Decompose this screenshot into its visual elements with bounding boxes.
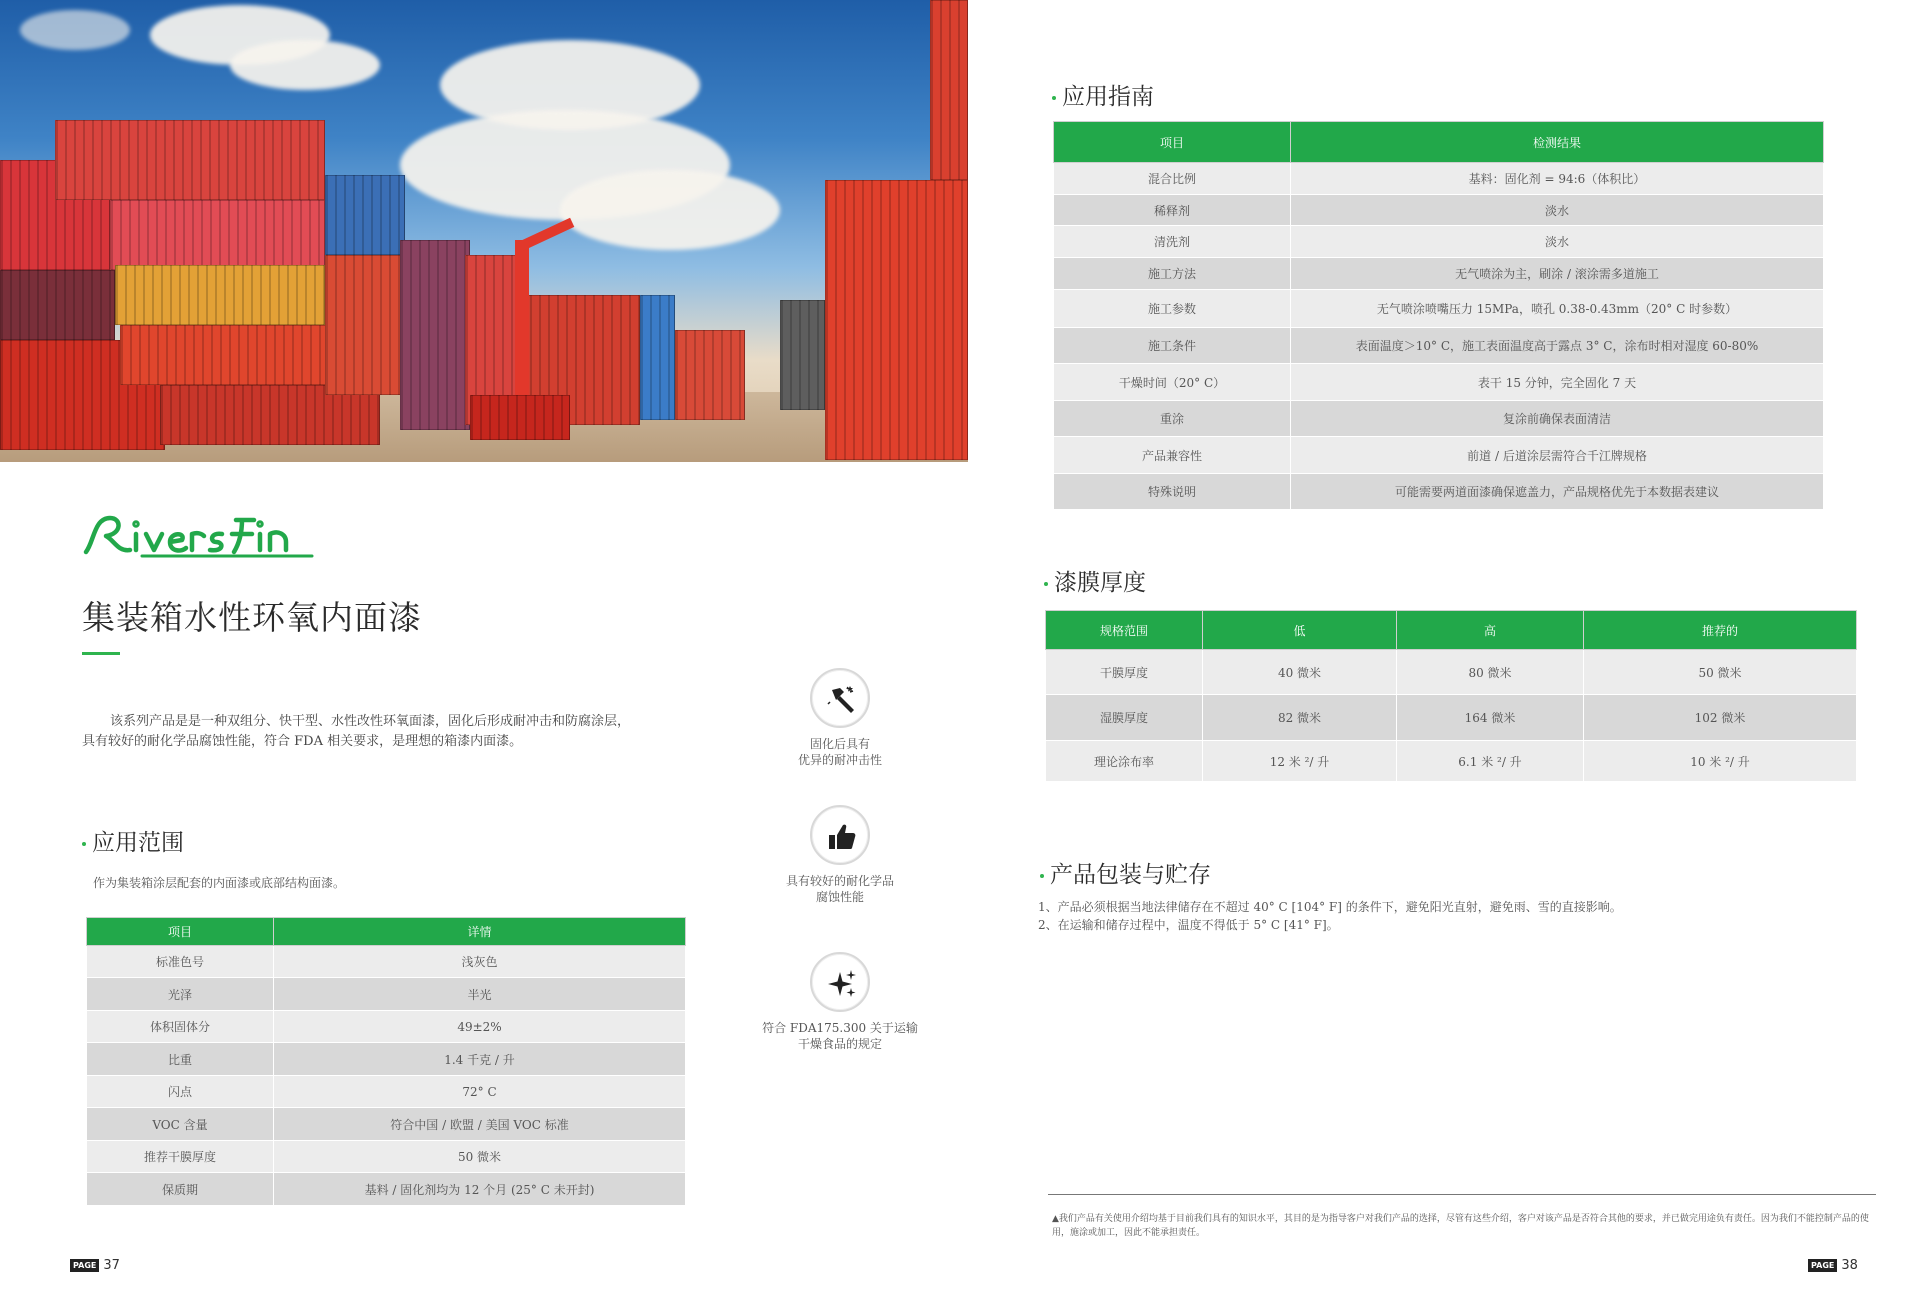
scope-subtitle: 作为集装箱涂层配套的内面漆或底部结构面漆。 [93, 876, 346, 890]
guide-cell-value: 复涂前确保表面清洁 [1291, 401, 1824, 437]
scope-cell-value: 50 微米 [274, 1141, 686, 1173]
disclaimer: ▲我们产品有关使用介绍均基于目前我们具有的知识水平，其目的是为指导客户对我们产品的选择，尽管有这些介绍，客户对该产品是否符合其他的要求，并已做完用途负有责任。因为我们不能控制产品的使用，施涂或加工，因此不能承担责任。 [1052, 1214, 1869, 1238]
thickness-cell-high: 80 微米 [1397, 650, 1584, 695]
table-row [1054, 195, 1824, 226]
guide-cell-label: 产品兼容性 [1054, 437, 1291, 474]
thumbs-up-icon [810, 805, 870, 865]
scope-cell-label: 比重 [87, 1043, 274, 1076]
thickness-cell-recommended: 10 米 ²/ 升 [1584, 741, 1857, 782]
scope-cell-value: 符合中国 / 欧盟 / 美国 VOC 标准 [274, 1108, 686, 1141]
table-row [1054, 437, 1824, 474]
table-row [87, 946, 686, 978]
thickness-cell-label: 湿膜厚度 [1046, 695, 1203, 741]
hero-image-container-port [0, 0, 968, 462]
scope-cell-value: 浅灰色 [274, 946, 686, 978]
guide-cell-value: 淡水 [1291, 195, 1824, 226]
guide-cell-value: 表干 15 分钟，完全固化 7 天 [1291, 364, 1824, 401]
title-accent-rule [82, 652, 120, 655]
guide-header-item: 项目 [1054, 122, 1291, 163]
feature-fda-line2: 干燥食品的规定 [797, 1037, 882, 1051]
thickness-cell-high: 164 微米 [1397, 695, 1584, 741]
storage-line-2: 2、在运输和储存过程中，温度不得低于 5° C [41° F]。 [1038, 918, 1339, 932]
feature-fda-line1: 符合 FDA175.300 关于运输 [762, 1021, 918, 1035]
hammer-icon [810, 668, 870, 728]
thickness-header-recommended: 推荐的 [1584, 611, 1857, 650]
table-row [87, 1173, 686, 1206]
scope-cell-value: 基料 / 固化剂均为 12 个月 (25° C 未开封) [274, 1173, 686, 1206]
scope-cell-value: 72° C [274, 1076, 686, 1108]
thickness-cell-label: 干膜厚度 [1046, 650, 1203, 695]
page-label: PAGE [1808, 1259, 1837, 1272]
storage-notes [1038, 898, 1622, 934]
page-label: PAGE [70, 1259, 99, 1272]
scope-cell-value: 半光 [274, 978, 686, 1011]
section-heading-scope: 应用范围 [82, 824, 184, 857]
guide-cell-label: 重涂 [1054, 401, 1291, 437]
thickness-cell-low: 12 米 ²/ 升 [1203, 741, 1397, 782]
feature-chemical-line1: 具有较好的耐化学品 [785, 874, 894, 888]
guide-cell-value: 前道 / 后道涂层需符合千江牌规格 [1291, 437, 1824, 474]
feature-chemical [755, 805, 925, 905]
table-row [1054, 226, 1824, 258]
scope-cell-label: 标准色号 [87, 946, 274, 978]
section-heading-guide: 应用指南 [1052, 78, 1154, 111]
thickness-cell-low: 82 微米 [1203, 695, 1397, 741]
guide-cell-value: 基料：固化剂 = 94:6（体积比） [1291, 163, 1824, 195]
table-row [1046, 650, 1857, 695]
page-number: 37 [103, 1258, 120, 1273]
page-number-left [70, 1258, 120, 1273]
guide-cell-value: 可能需要两道面漆确保遮盖力，产品规格优先于本数据表建议 [1291, 474, 1824, 510]
sparkles-icon [810, 952, 870, 1012]
guide-cell-label: 特殊说明 [1054, 474, 1291, 510]
table-row [1054, 163, 1824, 195]
table-row [1054, 258, 1824, 290]
scope-cell-label: 体积固体分 [87, 1011, 274, 1043]
table-row [87, 1043, 686, 1076]
thickness-cell-high: 6.1 米 ²/ 升 [1397, 741, 1584, 782]
table-row [1054, 328, 1824, 364]
thickness-table [1045, 610, 1857, 782]
guide-cell-label: 施工条件 [1054, 328, 1291, 364]
guide-cell-value: 淡水 [1291, 226, 1824, 258]
guide-header-result: 检测结果 [1291, 122, 1824, 163]
table-row [87, 1011, 686, 1043]
scope-header-detail: 详情 [274, 918, 686, 946]
thickness-cell-low: 40 微米 [1203, 650, 1397, 695]
section-heading-storage: 产品包装与贮存 [1040, 856, 1211, 889]
disclaimer-divider [1048, 1194, 1876, 1195]
feature-impact-line1: 固化后具有 [809, 737, 870, 751]
feature-fda [755, 952, 925, 1052]
guide-cell-label: 干燥时间（20° C） [1054, 364, 1291, 401]
table-row [1054, 401, 1824, 437]
scope-cell-label: 推荐干膜厚度 [87, 1141, 274, 1173]
table-row [87, 978, 686, 1011]
table-row [87, 1076, 686, 1108]
guide-cell-label: 施工方法 [1054, 258, 1291, 290]
section-heading-thickness: 漆膜厚度 [1044, 564, 1146, 597]
table-row [1054, 474, 1824, 510]
guide-cell-label: 混合比例 [1054, 163, 1291, 195]
table-row [87, 1141, 686, 1173]
scope-table [86, 917, 686, 1206]
thickness-header-low: 低 [1203, 611, 1397, 650]
feature-impact [755, 668, 925, 768]
feature-impact-line2: 优异的耐冲击性 [797, 753, 882, 767]
page-number-right [1808, 1258, 1858, 1273]
guide-cell-label: 稀释剂 [1054, 195, 1291, 226]
guide-cell-value: 无气喷涂为主，刷涂 / 滚涂需多道施工 [1291, 258, 1824, 290]
thickness-header-high: 高 [1397, 611, 1584, 650]
thickness-header-spec: 规格范围 [1046, 611, 1203, 650]
table-row [1054, 290, 1824, 328]
scope-cell-value: 1.4 千克 / 升 [274, 1043, 686, 1076]
guide-table [1053, 121, 1824, 510]
storage-line-1: 1、产品必须根据当地法律储存在不超过 40° C [104° F] 的条件下，避免阳光直射，避免雨、雪的直接影响。 [1038, 900, 1622, 914]
table-row [1046, 741, 1857, 782]
rivers-fin-logo-icon [82, 512, 322, 558]
guide-cell-label: 清洗剂 [1054, 226, 1291, 258]
thickness-cell-recommended: 102 微米 [1584, 695, 1857, 741]
page-number: 38 [1841, 1258, 1858, 1273]
table-row [1046, 695, 1857, 741]
thickness-cell-label: 理论涂布率 [1046, 741, 1203, 782]
guide-cell-value: 表面温度＞10° C，施工表面温度高于露点 3° C，涂布时相对湿度 60-80% [1291, 328, 1824, 364]
scope-cell-label: 保质期 [87, 1173, 274, 1206]
brand-logo [82, 512, 322, 562]
scope-cell-label: 光泽 [87, 978, 274, 1011]
product-title: 集装箱水性环氧内面漆 [82, 598, 422, 637]
product-intro: 该系列产品是是一种双组分、快干型、水性改性环氧面漆，固化后形成耐冲击和防腐涂层，具有较好的耐化学品腐蚀性能，符合 FDA 相关要求，是理想的箱漆内面漆。 [82, 714, 631, 749]
scope-cell-label: 闪点 [87, 1076, 274, 1108]
scope-header-item: 项目 [87, 918, 274, 946]
thickness-cell-recommended: 50 微米 [1584, 650, 1857, 695]
scope-cell-label: VOC 含量 [87, 1108, 274, 1141]
table-row [87, 1108, 686, 1141]
guide-cell-label: 施工参数 [1054, 290, 1291, 328]
feature-chemical-line2: 腐蚀性能 [815, 890, 864, 904]
guide-cell-value: 无气喷涂喷嘴压力 15MPa，喷孔 0.38-0.43mm（20° C 时参数） [1291, 290, 1824, 328]
scope-cell-value: 49±2% [274, 1011, 686, 1043]
table-row [1054, 364, 1824, 401]
